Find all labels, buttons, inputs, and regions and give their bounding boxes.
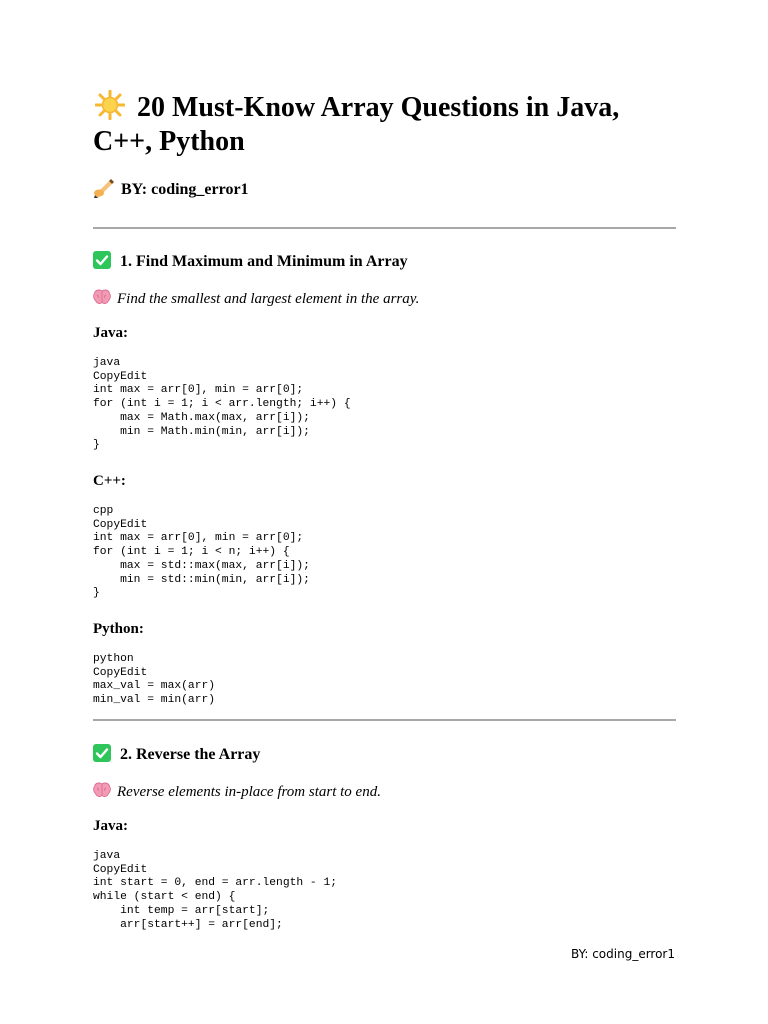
code-block-java: java CopyEdit int max = arr[0], min = arr[0]; for (int i = 1; i < arr.length; i++) { max = Math.max(max, arr[i]); min = Math.min(min, arr[i]); } [93,357,351,452]
page-footer: BY: coding_error1 [571,947,675,961]
section-heading [93,251,408,273]
section-description [93,289,419,309]
language-label-java: Java: [93,818,128,834]
writing-hand-icon [93,178,115,198]
check-mark-icon [93,251,111,269]
section-description [93,782,381,802]
code-block-cpp: cpp CopyEdit int max = arr[0], min = arr[0]; for (int i = 1; i < n; i++) { max = std::max(max, arr[i]); min = std::min(min, arr[i]); } [93,505,310,600]
brain-icon [93,782,111,798]
language-label-python: Python: [93,621,144,637]
author-byline [93,178,249,201]
section-description-text: Reverse elements in-place from start to end. [117,784,381,800]
section-divider [93,719,676,721]
code-block-python: python CopyEdit max_val = max(arr) min_val = min(arr) [93,653,216,707]
check-mark-icon [93,744,111,762]
section-description-text: Find the smallest and largest element in the array. [117,291,420,307]
section-divider [93,227,676,229]
brain-icon [93,289,111,305]
code-block-java: java CopyEdit int start = 0, end = arr.length - 1; while (start < end) { int temp = arr[start]; arr[start++] = arr[end]; [93,850,338,931]
section-heading [93,744,260,766]
byline-text: BY: coding_error1 [121,181,249,198]
sun-icon [95,90,125,120]
page-title-text: 20 Must-Know Array Questions in Java, C++, Python [93,92,620,157]
language-label-cpp: C++: [93,473,126,489]
section-heading-text: 1. Find Maximum and Minimum in Array [120,253,408,270]
language-label-java: Java: [93,325,128,341]
section-heading-text: 2. Reverse the Array [120,746,261,763]
page-title [93,90,653,159]
